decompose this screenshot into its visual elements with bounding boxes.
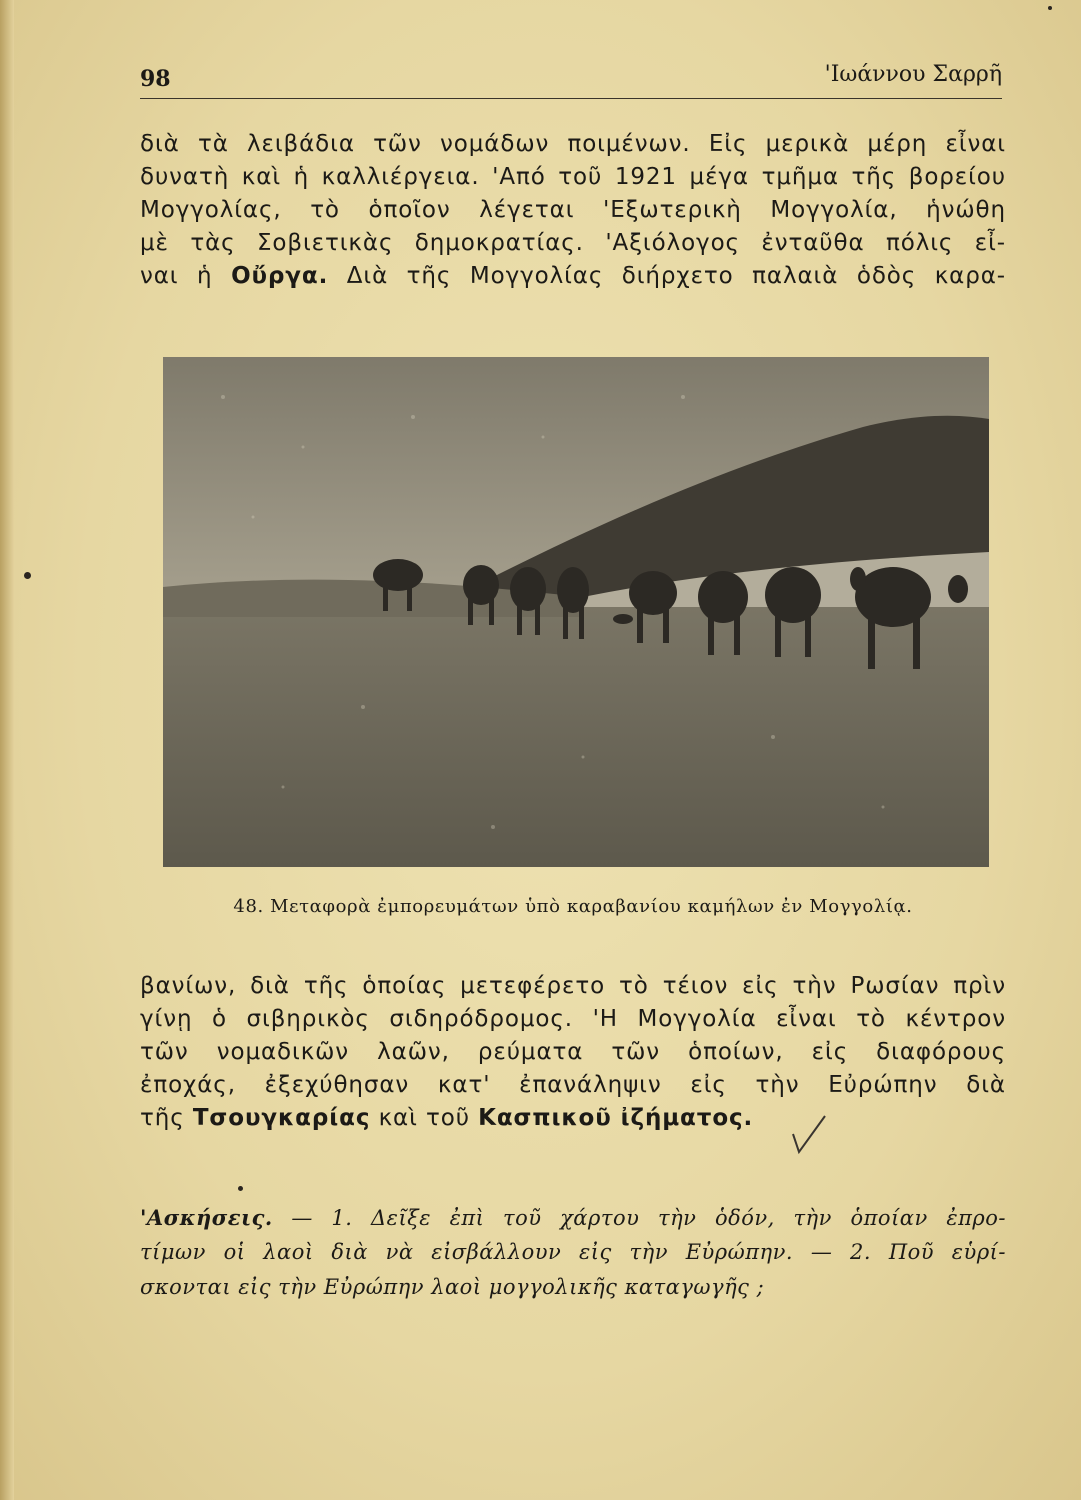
bold-term-kaspian: Κασπικοῦ ἰζήματος. — [478, 1105, 754, 1131]
photo-ground — [163, 607, 989, 867]
exercise-text: — 1. Δεῖξε ἐπὶ τοῦ χάρτου τὴν ὁδόν, τὴν ὁποίαν ἐπρο- — [272, 1206, 1006, 1230]
text-line: βανίων, διὰ τῆς ὁποίας μετεφέρετο τὸ τέιον εἰς τὴν Ρωσίαν πρὶν — [140, 973, 1006, 999]
exercises-block — [140, 1200, 1006, 1305]
text-run: ναι ἡ — [140, 263, 232, 289]
exercise-line: σκονται εἰς τὴν Εὐρώπην λαοὶ μογγολικῆς καταγωγῆς ; — [140, 1275, 765, 1299]
text-line — [140, 1102, 1006, 1135]
ink-speck — [238, 1186, 243, 1191]
text-line: Μογγολίας, τὸ ὁποῖον λέγεται 'Εξωτερικὴ Μογγολία, ἡνώθη — [140, 197, 1006, 223]
text-line: μὲ τὰς Σοβιετικὰς δημοκρατίας. 'Αξιόλογος ἐνταῦθα πόλις εἶ- — [140, 230, 1006, 256]
header-rule — [140, 98, 1002, 99]
text-line: διὰ τὰ λειβάδια τῶν νομάδων ποιμένων. Εἰς μερικὰ μέρη εἶναι — [140, 131, 1006, 157]
text-line: τῶν νομαδικῶν λαῶν, ρεύματα τῶν ὁποίων, εἰς διαφόρους — [140, 1039, 1006, 1065]
bold-term-ourga: Οὔργα. — [231, 263, 329, 289]
text-line — [140, 260, 1006, 293]
exercises-title: 'Ασκήσεις. — [140, 1205, 273, 1230]
text-run: τῆς — [140, 1105, 193, 1131]
bold-term-tsougkaria: Τσουγκαρίας — [192, 1105, 371, 1131]
text-run: καὶ τοῦ — [370, 1105, 479, 1131]
ink-speck — [1048, 6, 1052, 10]
page-header — [140, 62, 1002, 96]
camel-caravan-photo — [163, 357, 989, 867]
text-run: Διὰ τῆς Μογγολίας διήρχετο παλαιὰ ὁδὸς καρα- — [328, 263, 1006, 289]
paragraph-top — [140, 128, 1006, 293]
running-head: 'Ιωάννου Σαρρῆ — [824, 62, 1002, 87]
figure-caption: 48. Μεταφορὰ ἐμπορευμάτων ὑπὸ καραβανίου καμήλων ἐν Μογγολίᾳ. — [233, 896, 913, 917]
exercise-line: τίμων οἱ λαοὶ διὰ νὰ εἰσβάλλουν εἰς τὴν Εὐρώπην. — 2. Ποῦ εὑρί- — [140, 1240, 1006, 1264]
exercise-line — [140, 1200, 1006, 1235]
paragraph-bottom — [140, 970, 1006, 1135]
page-number: 98 — [140, 66, 171, 92]
text-line: δυνατὴ καὶ ἡ καλλιέργεια. 'Από τοῦ 1921 μέγα τμῆμα τῆς βορείου — [140, 164, 1006, 190]
ink-speck — [24, 572, 31, 579]
photo-illustration — [163, 357, 989, 867]
page-edge-shadow — [0, 0, 14, 1500]
text-line: γίνῃ ὁ σιβηρικὸς σιδηρόδρομος. 'Η Μογγολία εἶναι τὸ κέντρον — [140, 1006, 1006, 1032]
pencil-checkmark-icon — [785, 1112, 835, 1162]
text-line: ἐποχάς, ἐξεχύθησαν κατ' ἐπανάληψιν εἰς τὴν Εὐρώπην διὰ — [140, 1072, 1006, 1098]
